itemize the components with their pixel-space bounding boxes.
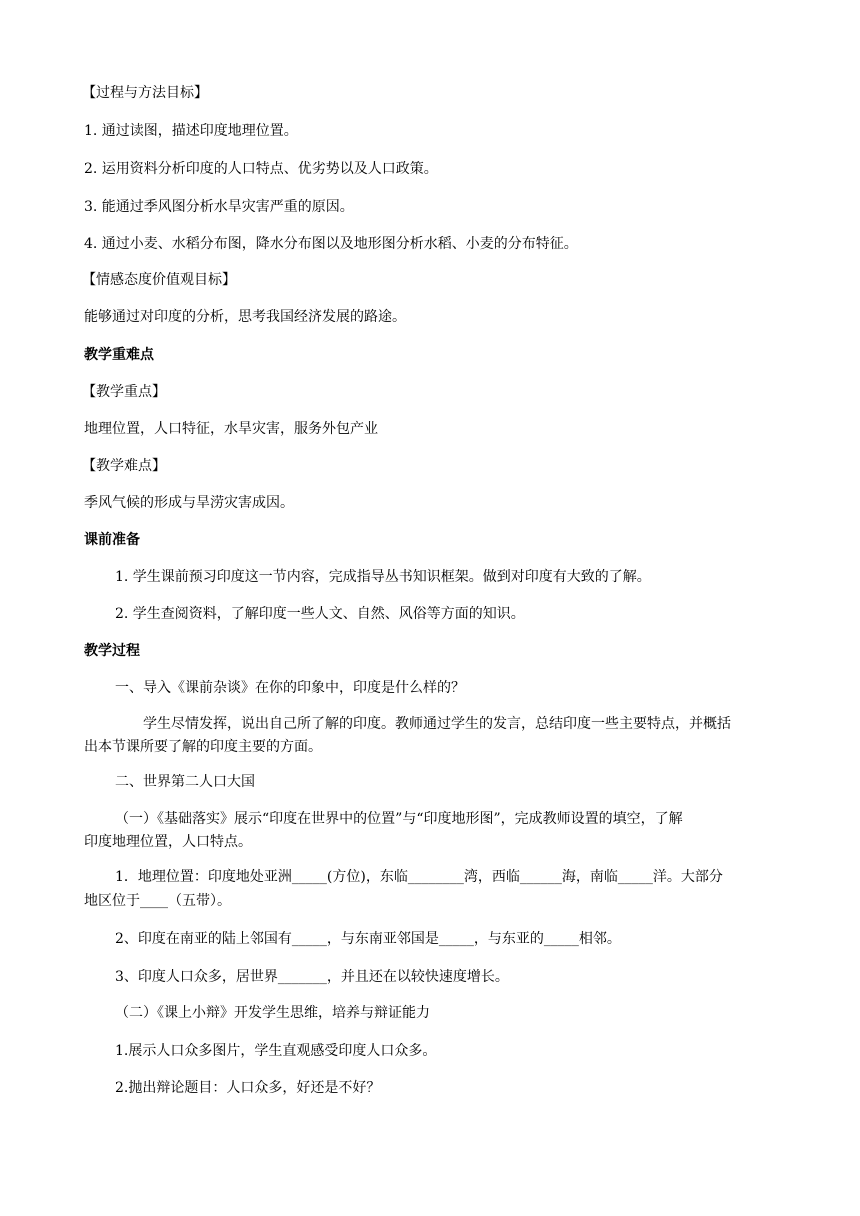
subsection-one-line-1: （一）《基础落实》展示“印度在世界中的位置”与“印度地形图”，完成教师设置的填空，了解 — [115, 811, 683, 827]
preparation-title: 课前准备 — [84, 532, 140, 548]
process-title: 教学过程 — [84, 643, 140, 659]
process-goal-item-1: 1. 通过读图，描述印度地理位置。 — [84, 123, 298, 139]
section-two-heading: 二、世界第二人口大国 — [115, 774, 255, 790]
debate-item-1: 1.展示人口众多图片，学生直观感受印度人口众多。 — [115, 1043, 437, 1059]
preparation-item-1: 1. 学生课前预习印度这一节内容，完成指导丛书知识框架。做到对印度有大致的了解。 — [115, 569, 651, 585]
difficulty-heading: 【教学难点】 — [82, 458, 166, 474]
intro-paragraph-line-1: 学生尽情发挥，说出自己所了解的印度。教师通过学生的发言，总结印度一些主要特点，并概括 — [143, 716, 731, 732]
subsection-two-heading: （二）《课上小辩》开发学生思维，培养与辩证能力 — [115, 1005, 430, 1021]
intro-paragraph-line-2: 出本节课所要了解的印度主要的方面。 — [84, 739, 322, 755]
fill-blank-1-line-1: 1．地理位置：印度地处亚洲_____(方位)，东临________湾，西临______海，南临_____洋。大部分 — [115, 869, 723, 885]
process-goal-item-3: 3. 能通过季风图分析水旱灾害严重的原因。 — [84, 199, 354, 215]
emotion-goals-text: 能够通过对印度的分析，思考我国经济发展的路途。 — [84, 309, 406, 325]
process-goal-item-2: 2. 运用资料分析印度的人口特点、优劣势以及人口政策。 — [84, 161, 438, 177]
subsection-one-line-2: 印度地理位置，人口特点。 — [84, 834, 252, 850]
fill-blank-3: 3、印度人口众多，居世界_______，并且还在以较快速度增长。 — [115, 969, 509, 985]
fill-blank-2: 2、印度在南亚的陆上邻国有_____，与东南亚邻国是_____，与东亚的_____相邻。 — [115, 931, 621, 947]
focus-text: 地理位置，人口特征，水旱灾害，服务外包产业 — [84, 421, 378, 437]
difficulty-text: 季风气候的形成与旱涝灾害成因。 — [84, 495, 294, 511]
intro-line: 一、导入《课前杂谈》在你的印象中，印度是什么样的？ — [115, 680, 465, 696]
focus-heading: 【教学重点】 — [82, 384, 166, 400]
key-points-title: 教学重难点 — [84, 347, 154, 363]
preparation-item-2: 2. 学生查阅资料，了解印度一些人文、自然、风俗等方面的知识。 — [115, 606, 525, 622]
debate-item-2: 2.抛出辩论题目：人口众多，好还是不好？ — [115, 1080, 381, 1096]
fill-blank-1-line-2: 地区位于____（五带）。 — [84, 893, 231, 909]
process-goal-item-4: 4. 通过小麦、水稻分布图，降水分布图以及地形图分析水稻、小麦的分布特征。 — [84, 236, 578, 252]
process-goals-heading: 【过程与方法目标】 — [82, 85, 208, 101]
emotion-goals-heading: 【情感态度价值观目标】 — [82, 272, 236, 288]
